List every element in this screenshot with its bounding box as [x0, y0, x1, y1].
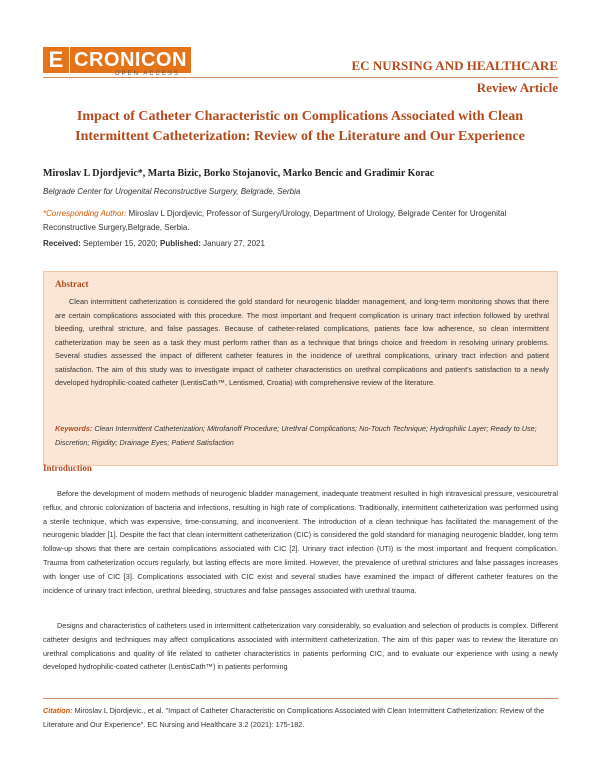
- publication-dates: [43, 239, 265, 248]
- keywords-label: Keywords:: [55, 424, 93, 433]
- abstract-text: Clean intermittent catheterization is considered the gold standard for neurogenic bladder management, and long-term monitoring shows that there are certain complications associated with this procedure. The most important and frequent complication is urinary tract infection followed by urethral bleeding, urethral stricture, and false passages. Because of catheter-related complications, patients face low adherence, so clean intermittent catheterization may be seen as a task they must perform rather than as a technique that brings choice and freedom in resolving urinary problems. Several studies assessed the impact of different catheter features in the incidence of urethral complications, urinary tract infection and patient satisfaction. The aim of this study was to investigate impact of catheter characteristics on urethral complications and patient's satisfaction to a newly developed hydrophilic-coated catheter (LentisCath™, Lentismed, Croatia) with comprehensive review of the literature.: [55, 297, 549, 387]
- keywords-text: Clean Intermittent Catheterization; Mitrofanoff Procedure; Urethral Complications; No-Touch Technique; Hydrophilic Layer; Ready to Use; Discretion; Rigidity; Drainage Eyes; Patient Satisfaction: [55, 424, 537, 447]
- affiliation: Belgrade Center for Urogenital Reconstructive Surgery, Belgrade, Serbia: [43, 187, 301, 196]
- abstract-box: [43, 271, 558, 466]
- citation-label: Citation:: [43, 706, 73, 715]
- journal-name: EC NURSING AND HEALTHCARE: [351, 58, 558, 73]
- corresponding-author: [43, 207, 558, 235]
- header-divider: [43, 77, 558, 78]
- article-type: Review Article: [476, 80, 558, 95]
- author-list: Miroslav L Djordjevic*, Marta Bizic, Borko Stojanovic, Marko Bencic and Gradimir Korac: [43, 168, 435, 179]
- introduction-heading: Introduction: [43, 463, 92, 473]
- received-date: September 15, 2020;: [83, 239, 158, 248]
- published-label: Published:: [159, 239, 201, 248]
- corresponding-text: Miroslav L Djordjevic, Professor of Surgery/Urology, Department of Urology, Belgrade Center for Urogenital Reconstructive Surgery,Belgrade, Serbia.: [43, 209, 507, 232]
- introduction-paragraph-2: Designs and characteristics of catheters used in intermittent catheterization vary considerably, so evaluation and selection of products is complex. Different catheter designs and techniques may affect complications associated with intermittent catheterization. The aim of this paper was to review the literature on urethral complications and quality of life related to catheter characteristics in patients performing CIC, and to evaluate our experience with using a newly developed hydrophilic-coated catheter (LentisCath™) in patients performing: [43, 621, 558, 672]
- keywords: [55, 422, 549, 449]
- logo-letter: E: [43, 47, 69, 73]
- logo-wordmark: CRONICON: [70, 47, 191, 73]
- abstract-heading: Abstract: [55, 279, 89, 289]
- citation-text: Miroslav L Djordjevic., et al. "Impact of Catheter Characteristic on Complications Associated with Clean Intermittent Catheterization: Review of the Literature and Our Experience". EC Nursing and Healthcare 3.2 (2021): 175-182.: [43, 706, 545, 729]
- publisher-logo: [43, 47, 203, 77]
- logo-tagline: OPEN ACCESS: [115, 71, 181, 77]
- published-date: January 27, 2021: [203, 239, 265, 248]
- paper-title: Impact of Catheter Characteristic on Complications Associated with Clean Intermittent Catheterization: Review of the Literature and Our Experience: [75, 109, 525, 144]
- introduction-paragraph-1: Before the development of modern methods of neurogenic bladder management, inadequate treatment resulted in high intravesical pressure, vesicouretral reflux, and chronic colonization of bacteria and infections, resulting in high rate of complications. Traditionally, intermittent catheterization was performed using a sterile technique, which was expensive, time-consuming, and inconvenient. The introduction of a clean technique has facilitated the management of the neurogenic bladder [1]. Despite the fact that clean intermittent catheterization (CIC) is considered the gold standard for managing neurogenic bladder, long term follow-up shows that there are certain complications associated with CIC [2]. Urinary tract infection (UTI) is the most important and frequent complication. Trauma from catheterization occurs regularly, but lasting effects are more limited. However, the prevalence of urethral strictures and false passages increases with longer use of CIC [3]. Complications associated with CIC exist and several studies have examined the impact of different catheter features on the incidence of urinary tract infection, urethral bleeding, structures and false passages associated with urethral trauma.: [43, 489, 558, 595]
- footer-divider: [43, 698, 558, 699]
- citation: [43, 704, 558, 731]
- received-label: Received:: [43, 239, 81, 248]
- corresponding-label: *Corresponding Author:: [43, 209, 127, 218]
